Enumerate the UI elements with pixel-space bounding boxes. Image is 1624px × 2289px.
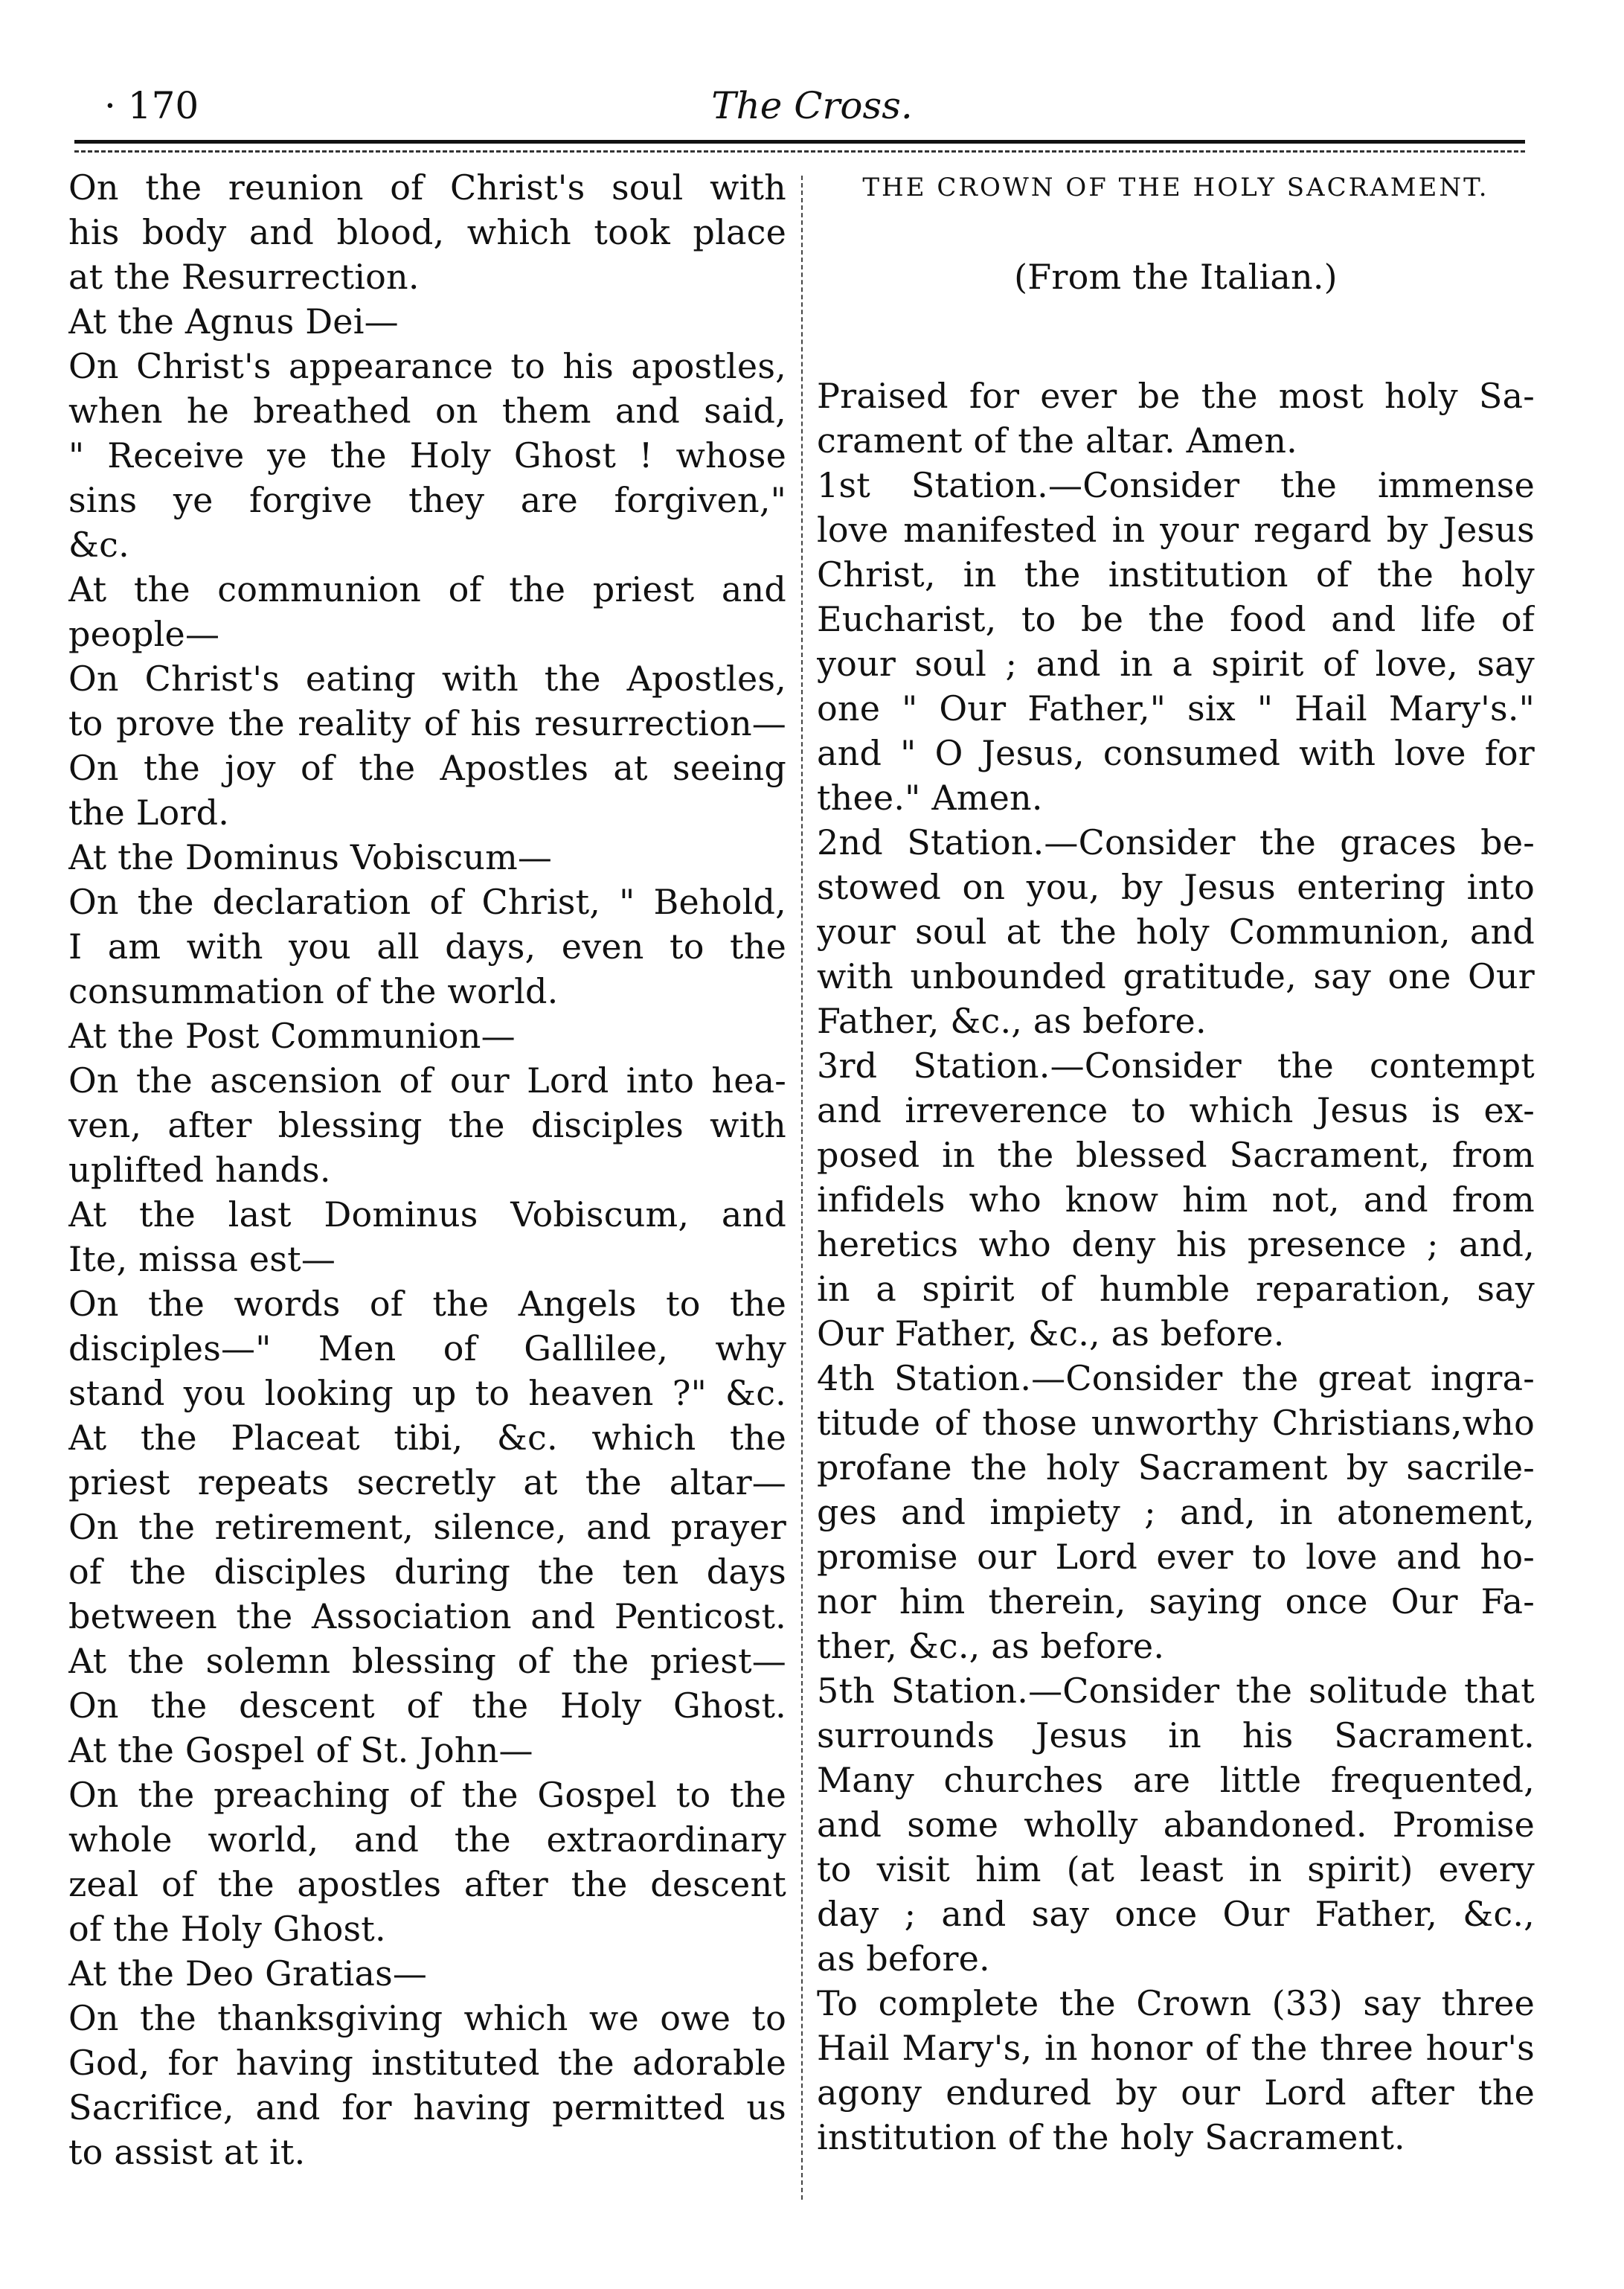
article-subtitle: (From the Italian.) xyxy=(1014,257,1338,297)
left-column xyxy=(68,165,786,2219)
text-line: nor him therein, saying once Our Fa- xyxy=(817,1581,1535,1621)
text-line: disciples—" Men of Gallilee, why xyxy=(68,1328,786,1368)
text-line: God, for having instituted the adorable xyxy=(68,2043,786,2083)
text-line: surrounds Jesus in his Sacrament. xyxy=(817,1715,1535,1755)
text-line: I am with you all days, even to the xyxy=(68,926,786,967)
text-line: one " Our Father," six " Hail Mary's." xyxy=(817,688,1535,729)
text-line: titude of those unworthy Christians,who xyxy=(817,1403,1535,1443)
text-line: between the Association and Penticost. xyxy=(68,1596,786,1636)
text-line: At the solemn blessing of the priest— xyxy=(68,1641,786,1681)
text-line: 5th Station.—Consider the solitude that xyxy=(817,1671,1535,1711)
text-line: your soul at the holy Communion, and xyxy=(817,912,1535,952)
text-line: ges and impiety ; and, in atonement, xyxy=(817,1492,1535,1532)
text-line: consummation of the world. xyxy=(68,971,559,1011)
text-line: Father, &c., as before. xyxy=(817,1001,1207,1041)
page-number: · 170 xyxy=(104,84,199,127)
text-line: Hail Mary's, in honor of the three hour's xyxy=(817,2028,1535,2068)
text-line: stowed on you, by Jesus entering into xyxy=(817,867,1535,907)
text-line: promise our Lord ever to love and ho- xyxy=(817,1537,1535,1577)
text-line: At the Placeat tibi, &c. which the xyxy=(68,1418,786,1458)
text-line: his body and blood, which took place xyxy=(68,212,786,252)
text-line: love manifested in your regard by Jesus xyxy=(817,510,1535,550)
text-line: Christ, in the institution of the holy xyxy=(817,554,1535,595)
text-line: ther, &c., as before. xyxy=(817,1626,1165,1666)
text-line: thee." Amen. xyxy=(817,778,1043,818)
text-line: posed in the blessed Sacrament, from xyxy=(817,1135,1535,1175)
text-line: On the descent of the Holy Ghost. xyxy=(68,1685,786,1726)
header-rule xyxy=(74,140,1525,144)
header-rule-ornament xyxy=(74,150,1525,153)
text-line: On the ascension of our Lord into hea- xyxy=(68,1060,786,1101)
text-line: At the last Dominus Vobiscum, and xyxy=(68,1194,786,1235)
text-line: of the Holy Ghost. xyxy=(68,1909,386,1949)
text-line: At the Dominus Vobiscum— xyxy=(68,837,553,877)
text-line: Eucharist, to be the food and life of xyxy=(817,599,1535,639)
text-line: sins ye forgive they are forgiven," xyxy=(68,480,786,520)
spacer xyxy=(817,210,1535,254)
text-line: " Receive ye the Holy Ghost ! whose xyxy=(68,435,786,476)
text-line: To complete the Crown (33) say three xyxy=(817,1983,1535,2023)
text-line: the Lord. xyxy=(68,793,230,833)
text-line: ven, after blessing the disciples with xyxy=(68,1105,786,1145)
running-title: The Cross. xyxy=(711,84,913,127)
text-line: of the disciples during the ten days xyxy=(68,1552,786,1592)
text-line: Our Father, &c., as before. xyxy=(817,1313,1285,1354)
text-line: to prove the reality of his resurrection— xyxy=(68,703,786,743)
text-line: On the retirement, silence, and prayer xyxy=(68,1507,786,1547)
text-line: On the words of the Angels to the xyxy=(68,1284,786,1324)
text-line: day ; and say once Our Father, &c., xyxy=(817,1894,1535,1934)
text-line: At the Gospel of St. John— xyxy=(68,1730,533,1770)
text-line: and irreverence to which Jesus is ex- xyxy=(817,1090,1535,1130)
text-line: profane the holy Sacrament by sacrile- xyxy=(817,1447,1535,1488)
text-line: heretics who deny his presence ; and, xyxy=(817,1224,1535,1264)
spacer xyxy=(817,344,1535,374)
text-line: when he breathed on them and said, xyxy=(68,391,786,431)
text-line: uplifted hands. xyxy=(68,1150,331,1190)
text-line: &c. xyxy=(68,525,129,565)
text-line: On the thanksgiving which we owe to xyxy=(68,1998,786,2038)
text-line: On Christ's appearance to his apostles, xyxy=(68,346,786,386)
text-line: zeal of the apostles after the descent xyxy=(68,1864,786,1904)
text-line: whole world, and the extraordinary xyxy=(68,1819,786,1860)
text-line: On the preaching of the Gospel to the xyxy=(68,1775,786,1815)
text-line: as before. xyxy=(817,1939,990,1979)
text-line: At the Agnus Dei— xyxy=(68,301,399,342)
text-line: at the Resurrection. xyxy=(68,257,420,297)
text-line: Praised for ever be the most holy Sa- xyxy=(817,376,1535,416)
text-line: your soul ; and in a spirit of love, say xyxy=(817,644,1535,684)
text-line: priest repeats secretly at the altar— xyxy=(68,1462,786,1502)
text-line: At the Post Communion— xyxy=(68,1016,516,1056)
text-line: crament of the altar. Amen. xyxy=(817,420,1297,461)
text-line: 1st Station.—Consider the immense xyxy=(817,465,1535,505)
text-line: Ite, missa est— xyxy=(68,1239,336,1279)
text-line: Sacrifice, and for having permitted us xyxy=(68,2087,786,2128)
text-line: At the communion of the priest and xyxy=(68,569,786,609)
column-divider xyxy=(801,176,803,2200)
text-line: stand you looking up to heaven ?" &c. xyxy=(68,1373,786,1413)
text-line: On the reunion of Christ's soul with xyxy=(68,167,786,208)
text-line: 4th Station.—Consider the great ingra- xyxy=(817,1358,1535,1398)
text-line: On the declaration of Christ, " Behold, xyxy=(68,882,786,922)
text-line: and " O Jesus, consumed with love for xyxy=(817,733,1535,773)
text-line: Many churches are little frequented, xyxy=(817,1760,1535,1800)
article-title: THE CROWN OF THE HOLY SACRAMENT. xyxy=(862,173,1489,202)
text-line: 3rd Station.—Consider the contempt xyxy=(817,1046,1535,1086)
text-line: At the Deo Gratias— xyxy=(68,1953,428,1994)
text-line: to assist at it. xyxy=(68,2132,306,2172)
text-line: in a spirit of humble reparation, say xyxy=(817,1269,1535,1309)
text-line: agony endured by our Lord after the xyxy=(817,2072,1535,2113)
right-column xyxy=(817,165,1535,2219)
text-line: On Christ's eating with the Apostles, xyxy=(68,659,786,699)
text-line: and some wholly abandoned. Promise xyxy=(817,1805,1535,1845)
spacer xyxy=(817,299,1535,344)
text-line: with unbounded gratitude, say one Our xyxy=(817,956,1535,996)
text-line: infidels who know him not, and from xyxy=(817,1179,1535,1220)
text-line: On the joy of the Apostles at seeing xyxy=(68,748,786,788)
text-line: to visit him (at least in spirit) every xyxy=(817,1849,1535,1889)
text-line: institution of the holy Sacrament. xyxy=(817,2117,1405,2157)
text-line: people— xyxy=(68,614,220,654)
text-line: 2nd Station.—Consider the graces be- xyxy=(817,822,1535,862)
